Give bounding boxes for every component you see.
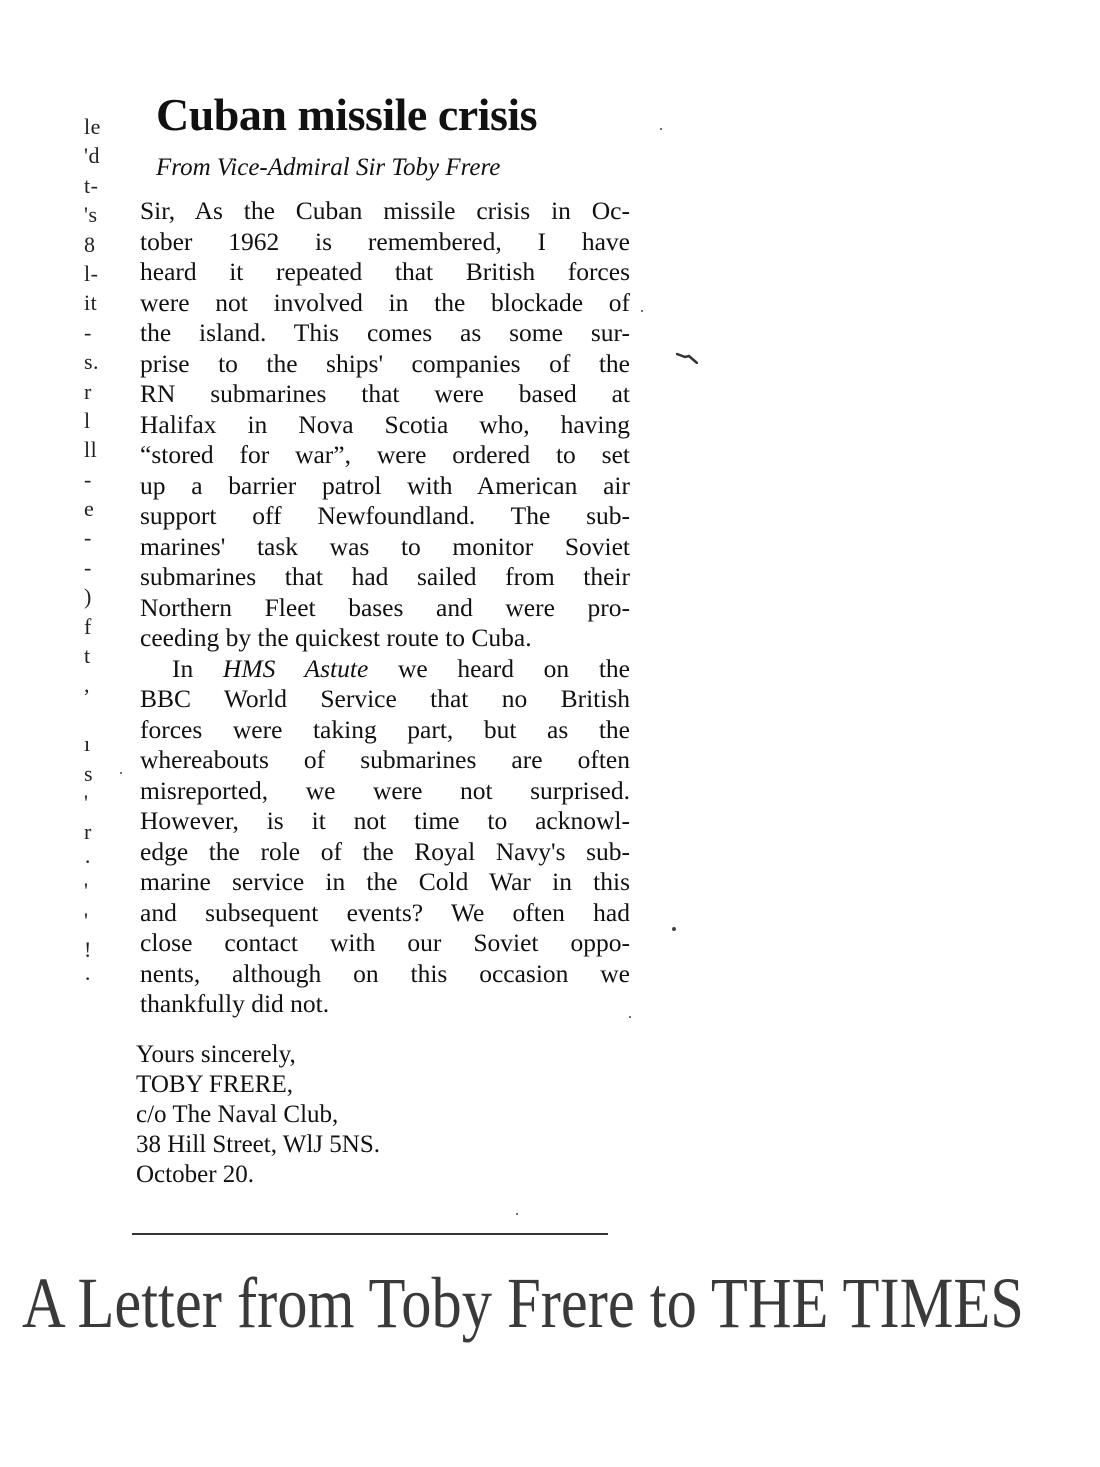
body-line: misreported, we were not surprised. <box>140 775 630 805</box>
fragment-text: r <box>84 378 92 404</box>
scan-speck <box>641 310 643 312</box>
fragment-text: it <box>84 290 98 316</box>
body-line: the island. This comes as some sur- <box>140 318 630 347</box>
fragment-text: ll <box>84 437 98 463</box>
scan-speck <box>120 772 122 774</box>
fragment-text: ' <box>84 907 89 933</box>
body-line: up a barrier patrol with American air <box>140 470 630 500</box>
fragment-text: - <box>84 554 92 580</box>
body-line: were not involved in the blockade of <box>140 287 630 317</box>
body-line: thankfully did not. <box>140 989 330 1018</box>
adjacent-column-fragments <box>84 112 124 994</box>
body-line: Sir, As the Cuban missile crisis in Oc- <box>140 196 630 225</box>
body-line: heard it repeated that British forces <box>140 257 630 286</box>
fragment-text: ' <box>84 789 89 815</box>
fragment-text: ) <box>84 584 92 610</box>
body-line: RN submarines that were based at <box>140 379 630 408</box>
scan-mark <box>676 352 698 364</box>
signature-line: c/o The Naval Club, <box>136 1101 339 1128</box>
fragment-text: t- <box>84 172 99 198</box>
body-line: and subsequent events? We often had <box>140 897 630 927</box>
body-line: submarines that had sailed from their <box>140 562 630 591</box>
signature-line: TOBY FRERE, <box>136 1071 293 1098</box>
text-segment: In <box>172 653 223 683</box>
headline: Cuban missile crisis <box>156 89 538 140</box>
scan-speck <box>516 1213 518 1215</box>
fragment-text: , <box>84 672 90 698</box>
body-line: forces were taking part, but as the <box>140 714 630 744</box>
body-line: whereabouts of submarines are often <box>140 745 630 774</box>
fragment-text: 'd <box>84 143 100 169</box>
fragment-text: s <box>84 760 94 786</box>
fragment-text: l <box>84 407 91 433</box>
fragment-text: e <box>84 496 95 522</box>
fragment-text: - <box>84 525 92 551</box>
body-line: ceeding by the quickest route to Cuba. <box>140 623 532 652</box>
fragment-text: ! <box>84 936 92 962</box>
signature-line: October 20. <box>136 1161 255 1188</box>
fragment-text: · <box>84 848 92 874</box>
fragment-text: - <box>84 319 92 345</box>
paragraph-2-lines <box>140 684 630 1020</box>
fragment-text: · <box>84 966 92 992</box>
body-line: close contact with our Soviet oppo- <box>140 928 630 957</box>
body-line: support off Newfoundland. The sub- <box>140 501 630 530</box>
fragment-text: s. <box>84 349 100 375</box>
body-line: Halifax in Nova Scotia who, having <box>140 409 630 439</box>
fragment-text: 8 <box>84 231 96 257</box>
fragment-text: f <box>84 613 92 639</box>
fragment-text: 's <box>84 202 98 228</box>
fragment-text: ı <box>84 731 91 757</box>
paragraph-1 <box>140 196 630 654</box>
byline: From Vice-Admiral Sir Toby Frere <box>156 154 501 181</box>
body-line: edge the role of the Royal Navy's sub- <box>140 836 630 866</box>
body-line: marines' task was to monitor Soviet <box>140 531 630 561</box>
scan-speck <box>629 1016 631 1018</box>
signature-line: Yours sincerely, <box>136 1041 296 1068</box>
body-line: marine service in the Cold War in this <box>140 867 630 896</box>
body-line: prise to the ships' companies of the <box>140 348 630 378</box>
fragment-text: t <box>84 643 91 669</box>
fragment-text: - <box>84 466 92 492</box>
fragment-text <box>84 700 124 729</box>
body-line: “stored for war”, were ordered to set <box>140 440 630 469</box>
divider-rule <box>132 1233 608 1235</box>
page-caption: A Letter from Toby Frere to THE TIMES <box>22 1263 1024 1343</box>
fragment-text: l- <box>84 260 99 286</box>
scan-speck <box>660 128 662 130</box>
letter-body <box>140 196 630 1020</box>
body-line: BBC World Service that no British <box>140 684 630 713</box>
ship-name: HMS Astute <box>222 653 369 683</box>
signature-line: 38 Hill Street, WlJ 5NS. <box>136 1131 380 1158</box>
fragment-text: r <box>84 819 92 845</box>
fragment-text: le <box>84 114 101 139</box>
paragraph-2-first-line <box>140 654 630 685</box>
text-segment: we heard on the <box>368 653 630 683</box>
scan-speck <box>672 927 676 931</box>
body-line: Northern Fleet bases and were pro- <box>140 592 630 622</box>
signature-block <box>136 1040 380 1190</box>
body-line: tober 1962 is remembered, I have <box>140 226 630 256</box>
body-line: However, is it not time to acknowl- <box>140 806 630 835</box>
paragraph-2 <box>140 654 630 1020</box>
body-line: nents, although on this occasion we <box>140 958 630 988</box>
fragment-text: ' <box>84 878 89 904</box>
